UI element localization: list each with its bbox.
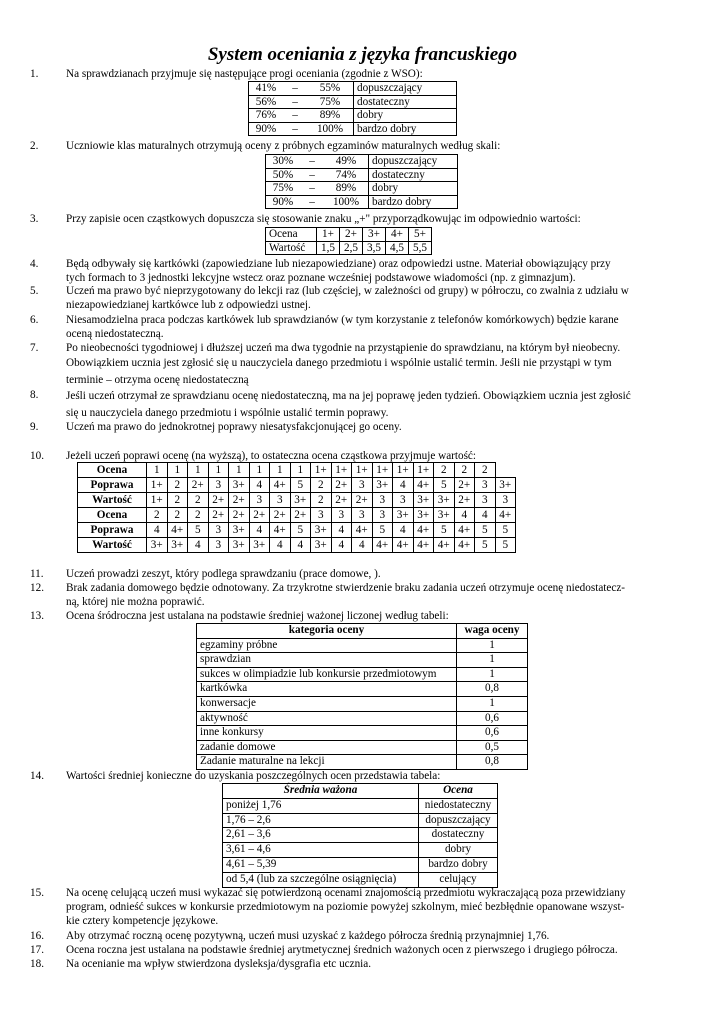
table-cell: 5 xyxy=(290,523,311,538)
averages-table xyxy=(222,783,498,888)
table-cell: 3+ xyxy=(434,493,455,508)
table-row xyxy=(78,478,516,493)
table-cell: 5 xyxy=(475,523,496,538)
table-cell: 3 xyxy=(270,493,291,508)
table-cell: 2 xyxy=(311,493,332,508)
table-row: 1,76 – 2,6 dopuszczający xyxy=(223,813,498,828)
table-cell: 3+ xyxy=(393,508,414,523)
table-row: Ocena 1+ 2+ 3+ 4+ 5+ xyxy=(266,228,432,242)
table-row: kartkówka 0,8 xyxy=(197,682,528,697)
table-cell: 3+ xyxy=(229,478,250,493)
table-cell: 2 xyxy=(188,493,209,508)
table-cell: 2 xyxy=(167,478,188,493)
table-cell: 1+ xyxy=(311,463,332,478)
table-cell: 5 xyxy=(188,523,209,538)
table-cell: 4+ xyxy=(270,523,291,538)
table-cell: 5 xyxy=(434,523,455,538)
table-cell: 1 xyxy=(188,463,209,478)
table-row: 30% – 49% dopuszczający xyxy=(266,155,458,169)
table-cell: 3+ xyxy=(147,538,168,553)
table-cell: 2+ xyxy=(229,493,250,508)
table-cell: 2+ xyxy=(331,493,352,508)
matura-scale-table xyxy=(265,154,458,209)
table-cell: 3 xyxy=(208,478,229,493)
table-cell: 2 xyxy=(167,508,188,523)
table-cell: 2 xyxy=(434,463,455,478)
table-cell: 2 xyxy=(454,463,475,478)
table-cell: 1+ xyxy=(352,463,373,478)
table-cell: 4+ xyxy=(413,478,434,493)
row-label-cell: Poprawa xyxy=(78,523,147,538)
table-cell: 2+ xyxy=(208,493,229,508)
table-row xyxy=(78,523,516,538)
table-row xyxy=(78,463,516,478)
table-cell: 4+ xyxy=(413,538,434,553)
table-cell: 3+ xyxy=(372,478,393,493)
table-cell: 3 xyxy=(331,508,352,523)
table-cell: 3+ xyxy=(311,523,332,538)
table-cell: 4 xyxy=(331,538,352,553)
table-cell: 4+ xyxy=(454,538,475,553)
table-cell: 2+ xyxy=(270,508,291,523)
table-cell: 3 xyxy=(352,478,373,493)
table-cell: 2 xyxy=(311,478,332,493)
table-row: 50% – 74% dostateczny xyxy=(266,168,458,182)
table-row: egzaminy próbne 1 xyxy=(197,638,528,653)
table-cell: 2+ xyxy=(188,478,209,493)
table-cell: 5 xyxy=(495,538,516,553)
row-label-cell: Poprawa xyxy=(78,478,147,493)
table-cell: 2 xyxy=(475,463,496,478)
table-cell: 1+ xyxy=(413,463,434,478)
table-row: sprawdzian 1 xyxy=(197,653,528,668)
table-row: od 5,4 (lub za szczególne osiągnięcia) celujący xyxy=(223,872,498,887)
table-cell: 3+ xyxy=(229,538,250,553)
table-cell: 4 xyxy=(393,478,414,493)
table-row: inne konkursy 0,6 xyxy=(197,726,528,741)
table-cell: 4 xyxy=(454,508,475,523)
table-cell: 1+ xyxy=(393,463,414,478)
table-cell: 2+ xyxy=(454,478,475,493)
table-cell: 1 xyxy=(208,463,229,478)
thresholds-table xyxy=(248,81,457,136)
table-cell: 4 xyxy=(393,523,414,538)
table-cell: 1 xyxy=(249,463,270,478)
table-cell: 4+ xyxy=(352,523,373,538)
table-row: 41% – 55% dopuszczający xyxy=(249,82,457,96)
table-row xyxy=(78,508,516,523)
table-cell: 1 xyxy=(290,463,311,478)
table-cell: 1 xyxy=(270,463,291,478)
table-cell: 4 xyxy=(475,508,496,523)
table-cell: 3 xyxy=(475,478,496,493)
table-row: 76% – 89% dobry xyxy=(249,109,457,123)
table-row: sukces w olimpiadzie lub konkursie przedmiotowym 1 xyxy=(197,667,528,682)
table-row: Wartość 1,5 2,5 3,5 4,5 5,5 xyxy=(266,241,432,255)
table-row: 75% – 89% dobry xyxy=(266,182,458,196)
table-cell: 5 xyxy=(495,523,516,538)
weights-table xyxy=(196,623,528,770)
table-cell: 4+ xyxy=(434,538,455,553)
table-cell: 2 xyxy=(188,508,209,523)
table-cell: 5 xyxy=(475,538,496,553)
table-header-row: kategoria oceny waga oceny xyxy=(197,624,528,639)
table-cell: 4+ xyxy=(167,523,188,538)
table-cell: 2 xyxy=(167,493,188,508)
table-cell: 5 xyxy=(434,478,455,493)
table-cell: 3+ xyxy=(413,508,434,523)
table-cell: 4+ xyxy=(495,508,516,523)
table-header-row: Średnia ważona Ocena xyxy=(223,784,498,799)
table-cell: 1 xyxy=(167,463,188,478)
plus-values-table xyxy=(265,227,432,255)
table-row: Zadanie maturalne na lekcji 0,8 xyxy=(197,755,528,770)
table-row xyxy=(78,493,516,508)
table-cell: 1+ xyxy=(331,463,352,478)
table-cell: 3+ xyxy=(249,538,270,553)
table-cell: 1+ xyxy=(147,478,168,493)
document-page: System oceniania z języka francuskiego 1. Na sprawdzianach przyjmuje się następujące progi oceniania (zgodnie z WSO): 2. Uczniowie klas maturalnych otrzymują oceny z próbnych egzaminów maturalnych według skali: 3. Przy zapisie ocen cząstkowych dopuszcza się stosowanie znaku „+" przyporządkowując im odpowiednio wartości: 4. Będą odbywały się kartkówki (zapowiedziane lub niezapowiedziane) oraz odpowiedzi ustne. Materiał obowiązujący przy tych formach to 3 jednostki lekcyjne wstecz oraz poznane wcześniej podstawowe wiadomości (np. z gimnazjum). 5. Uczeń ma prawo być nieprzygotowany do lekcji raz (lub częściej, w zależności od grupy) w półroczu, co zwalnia z udziału w niezapowiedzianej kartkówce lub z odpowiedzi ustnej. 6. Niesamodzielna praca podczas kartkówek lub sprawdzianów (w tym korzystanie z telefonów komórkowych) będzie karane oceną niedostateczną. 7. Po nieobecności tygodniowej i dłuższej uczeń ma dwa tygodnie na przystąpienie do sprawdzianu, na którym był nieobecny. Obowiązkiem ucznia jest zgłosić się u nauczyciela danego przedmiotu i wspólnie ustalić termin. Jeśli nie przystąpi w tym terminie – otrzyma ocenę niedostateczną 8. Jeśli uczeń otrzymał ze sprawdzianu ocenę niedostateczną, ma na jej poprawę jeden tydzień. Obowiązkiem ucznia jest zgłosić się u nauczyciela danego przedmiotu i wspólnie ustalić termin poprawy. 9. Uczeń ma prawo do jednokrotnej poprawy niesatysfakcjonującej go oceny. 10. Jeżeli uczeń poprawi ocenę (na wyższą), to ostateczna ocena cząstkowa przyjmuje wartość: 11. Uczeń prowadzi zeszyt, który podlega sprawdzaniu (prace domowe, ). 12. Brak zadania domowego będzie odnotowany. Za trzykrotne stwierdzenie braku zadania uczeń otrzymuje ocenę niedostatecz- ną, której nie można poprawić. 13. Ocena śródroczna jest ustalana na podstawie średniej ważonej liczonej według tabeli: 14. Wartości średniej konieczne do uzyskania poszczególnych ocen przedstawia tabela: 15. Na ocenę celującą uczeń musi wykazać się potwierdzoną ocenami znajomością przedmiotu wykraczającą poza przewidziany program, odnieść sukces w konkursie przedmiotowym na poziomie powyżej szkolnym, mieć bezbłędnie opanowane wszyst- kie cztery kompetencje językowe. 16. Aby otrzymać roczną ocenę pozytywną, uczeń musi uzyskać z każdego półrocza średnią przynajmniej 1,76. 17. Ocena roczna jest ustalana na podstawie średniej arytmetycznej średnich ważonych ocen z pierwszego i drugiego półrocza. 18. Na ocenianie ma wpływ stwierdzona dysleksja/dysgrafia etc ucznia. 41% – 55% dopuszczający 56% – 75% dostateczny 76% – 89% dobry 90% – 100% bardzo dobry 30% – 49% dopuszczający 50% – 74% dostateczny 75% – 89% dobry 90% – 100% bardzo dobry Ocena 1+ 2+ 3+ 4+ 5+ Wartość 1,5 2,5 3,5 4,5 5,5 Ocena 1 1 1 1 1 1 1 1 1+ 1+ 1+ 1+ 1+ 1+ 2 2 2 Poprawa 1+ 2 2+ 3 3+ 4 4+ 5 2 2+ 3 3+ 4 4+ 5 2+ 3 3+ Wartość 1+ 2 2 2+ 2+ 3 3 3+ 2 2+ 2+ 3 3 3+ 3+ 2+ 3 3 Ocena 2 2 2 2+ 2+ 2+ 2+ 2+ 3 3 3 3 3+ 3+ 3+ 4 4 4+ Poprawa 4 4+ 5 3 3+ 4 4+ 5 3+ 4 4+ 5 4 4+ 5 4+ 5 5 Wartość 3+ 3+ 4 3 3+ 3+ 4 4 3+ 4 4 4+ 4+ 4+ 4+ 4+ 5 5 kategoria oceny waga oceny egzaminy próbne 1 sprawdzian 1 sukces w olimpiadzie lub konkursie przedmiotowym 1 kartkówka 0,8 konwersacje 1 aktywność 0,6 inne konkursy 0,6 zadanie domowe 0,5 Zadanie maturalne na lekcji 0,8 Średnia ważona Ocena poniżej 1,76 niedostateczny 1,76 – 2,6 dopuszczający 2,61 – 3,6 dostateczny 3,61 – 4,6 dobry 4,61 – 5,39 bardzo dobry od 5,4 (lub za szczególne osiągnięcia) celujący xyxy=(0,0,725,1024)
row-label-cell: Ocena xyxy=(78,508,147,523)
table-cell: 4 xyxy=(331,523,352,538)
table-row: konwersacje 1 xyxy=(197,696,528,711)
table-cell: 2+ xyxy=(352,493,373,508)
table-cell: 4+ xyxy=(393,538,414,553)
improvement-table xyxy=(77,462,516,553)
table-cell: 3+ xyxy=(229,523,250,538)
table-cell: 2+ xyxy=(290,508,311,523)
table-cell: 4 xyxy=(270,538,291,553)
table-cell: 4 xyxy=(249,478,270,493)
table-cell: 3 xyxy=(208,523,229,538)
table-cell: 2+ xyxy=(249,508,270,523)
table-row: 2,61 – 3,6 dostateczny xyxy=(223,828,498,843)
table-cell: 4+ xyxy=(454,523,475,538)
table-cell: 4 xyxy=(147,523,168,538)
table-row: poniżej 1,76 niedostateczny xyxy=(223,798,498,813)
table-row: 90% – 100% bardzo dobry xyxy=(249,122,457,136)
table-cell: 2+ xyxy=(208,508,229,523)
table-cell: 1+ xyxy=(147,493,168,508)
table-cell: 3+ xyxy=(413,493,434,508)
page-title: System oceniania z języka francuskiego xyxy=(207,44,518,65)
row-label-cell: Wartość xyxy=(78,493,147,508)
table-cell: 4 xyxy=(290,538,311,553)
table-row: 4,61 – 5,39 bardzo dobry xyxy=(223,857,498,872)
table-row: zadanie domowe 0,5 xyxy=(197,740,528,755)
table-cell: 3+ xyxy=(434,508,455,523)
table-cell: 4+ xyxy=(372,538,393,553)
table-cell: 4 xyxy=(188,538,209,553)
table-cell: 3 xyxy=(208,538,229,553)
table-row xyxy=(78,538,516,553)
table-cell: 4 xyxy=(352,538,373,553)
table-cell: 3 xyxy=(352,508,373,523)
table-cell: 1 xyxy=(147,463,168,478)
table-cell: 3+ xyxy=(311,538,332,553)
table-row: 90% – 100% bardzo dobry xyxy=(266,195,458,209)
table-cell: 3 xyxy=(495,493,516,508)
table-row: 56% – 75% dostateczny xyxy=(249,95,457,109)
table-cell: 3+ xyxy=(495,478,516,493)
row-label-cell: Ocena xyxy=(78,463,147,478)
table-row: 3,61 – 4,6 dobry xyxy=(223,843,498,858)
table-cell: 1+ xyxy=(372,463,393,478)
table-cell: 2+ xyxy=(454,493,475,508)
table-cell: 3 xyxy=(311,508,332,523)
table-cell: 5 xyxy=(290,478,311,493)
table-cell: 3 xyxy=(249,493,270,508)
table-cell: 3 xyxy=(372,508,393,523)
table-cell: 3 xyxy=(393,493,414,508)
table-cell: 1 xyxy=(229,463,250,478)
table-cell: 2+ xyxy=(229,508,250,523)
table-cell: 3+ xyxy=(167,538,188,553)
table-row: aktywność 0,6 xyxy=(197,711,528,726)
table-cell: 2 xyxy=(147,508,168,523)
table-cell: 2+ xyxy=(331,478,352,493)
row-label-cell: Wartość xyxy=(78,538,147,553)
table-cell: 3 xyxy=(475,493,496,508)
table-cell: 4+ xyxy=(270,478,291,493)
table-cell: 5 xyxy=(372,523,393,538)
table-cell: 3 xyxy=(372,493,393,508)
table-cell: 4 xyxy=(249,523,270,538)
table-cell: 3+ xyxy=(290,493,311,508)
table-cell: 4+ xyxy=(413,523,434,538)
